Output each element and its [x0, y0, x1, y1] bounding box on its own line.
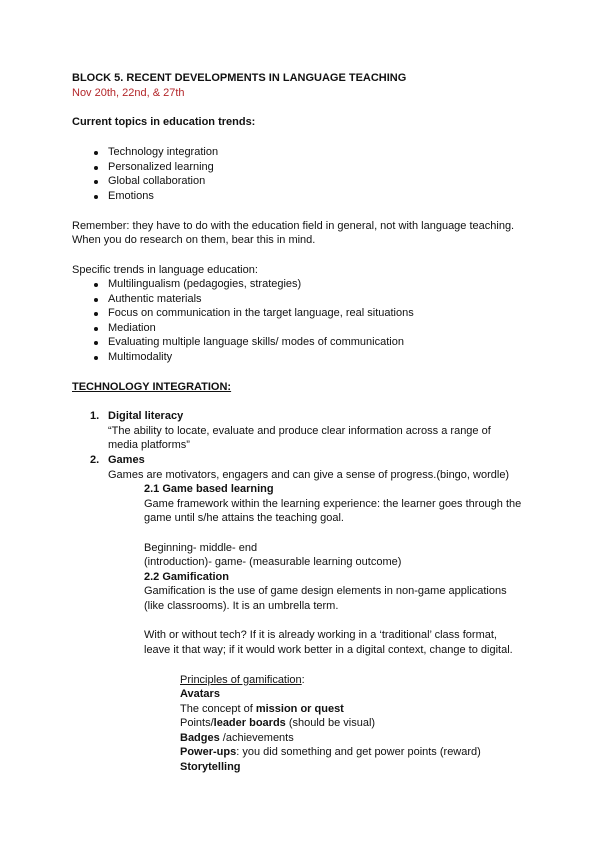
principles-colon: :	[301, 674, 305, 686]
gbl-text: Game framework within the learning experience: the learner goes through the	[144, 498, 522, 510]
gamification-text: leave it that way; if it would work better in a digital context, change to digital.	[144, 644, 513, 656]
list-item: Mediation	[108, 322, 156, 334]
games-description: Games are motivators, engagers and can give a sense of progress.(bingo, wordle)	[108, 469, 510, 481]
principle-avatars: Avatars	[180, 688, 220, 700]
game-based-learning-title: 2.1 Game based learning	[144, 483, 274, 495]
gamification-text: Gamification is the use of game design elements in non-game applications	[144, 585, 507, 597]
gamification-text: (like classrooms). It is an umbrella term.	[144, 600, 339, 612]
list-item: Multimodality	[108, 351, 173, 363]
current-topics-heading: Current topics in education trends:	[72, 116, 256, 128]
bullet-icon	[94, 312, 98, 316]
games-title: Games	[108, 454, 145, 466]
principles-heading	[180, 673, 305, 687]
bullet-icon	[94, 298, 98, 302]
digital-literacy-quote: media platforms”	[108, 439, 190, 451]
technology-integration-heading: TECHNOLOGY INTEGRATION:	[72, 381, 232, 393]
list-item: Technology integration	[108, 146, 219, 158]
principle-points	[180, 716, 375, 730]
remember-text: Remember: they have to do with the education field in general, not with language teaching.	[72, 220, 515, 232]
list-item: Evaluating multiple language skills/ modes of communication	[108, 336, 404, 348]
list-number: 2.	[90, 454, 100, 466]
bullet-icon	[94, 195, 98, 199]
bullet-icon	[94, 166, 98, 170]
principle-power-ups	[180, 745, 481, 759]
principle-bold: Power-ups	[180, 746, 237, 758]
principle-bold: Badges	[180, 732, 220, 744]
bullet-icon	[94, 180, 98, 184]
principles-heading-text: Principles of gamification	[180, 674, 302, 686]
dates: Nov 20th, 22nd, & 27th	[72, 87, 185, 99]
list-item: Personalized learning	[108, 161, 214, 173]
bullet-icon	[94, 356, 98, 360]
gbl-text: (introduction)- game- (measurable learning outcome)	[144, 556, 402, 568]
list-item: Multilingualism (pedagogies, strategies)	[108, 278, 302, 290]
principle-mission	[180, 702, 344, 716]
gamification-title: 2.2 Gamification	[144, 571, 229, 583]
principle-bold: mission or quest	[255, 703, 344, 715]
principle-text: : you did something and get power points (reward)	[236, 746, 481, 758]
list-item: Focus on communication in the target language, real situations	[108, 307, 414, 319]
principle-badges	[180, 731, 294, 745]
gamification-text: With or without tech? If it is already working in a ‘traditional’ class format,	[144, 629, 497, 641]
digital-literacy-title: Digital literacy	[108, 410, 184, 422]
gbl-text: Beginning- middle- end	[144, 542, 258, 554]
digital-literacy-quote: “The ability to locate, evaluate and produce clear information across a range of	[108, 425, 491, 437]
list-number: 1.	[90, 410, 100, 422]
bullet-icon	[94, 283, 98, 287]
principle-storytelling: Storytelling	[180, 761, 241, 773]
specific-trends-heading: Specific trends in language education:	[72, 264, 258, 276]
principle-text: Points/	[180, 717, 214, 729]
bullet-icon	[94, 327, 98, 331]
list-item: Authentic materials	[108, 293, 202, 305]
principle-text: (should be visual)	[285, 717, 376, 729]
remember-text: When you do research on them, bear this in mind.	[72, 234, 316, 246]
list-item: Global collaboration	[108, 175, 206, 187]
bullet-icon	[94, 341, 98, 345]
principle-bold: leader boards	[213, 717, 286, 729]
list-item: Emotions	[108, 190, 154, 202]
principle-text: The concept of	[180, 703, 256, 715]
gbl-text: game until s/he attains the teaching goal.	[144, 512, 344, 524]
document-title: BLOCK 5. RECENT DEVELOPMENTS IN LANGUAGE TEACHING	[72, 72, 407, 84]
principle-text: /achievements	[219, 732, 294, 744]
bullet-icon	[94, 151, 98, 155]
